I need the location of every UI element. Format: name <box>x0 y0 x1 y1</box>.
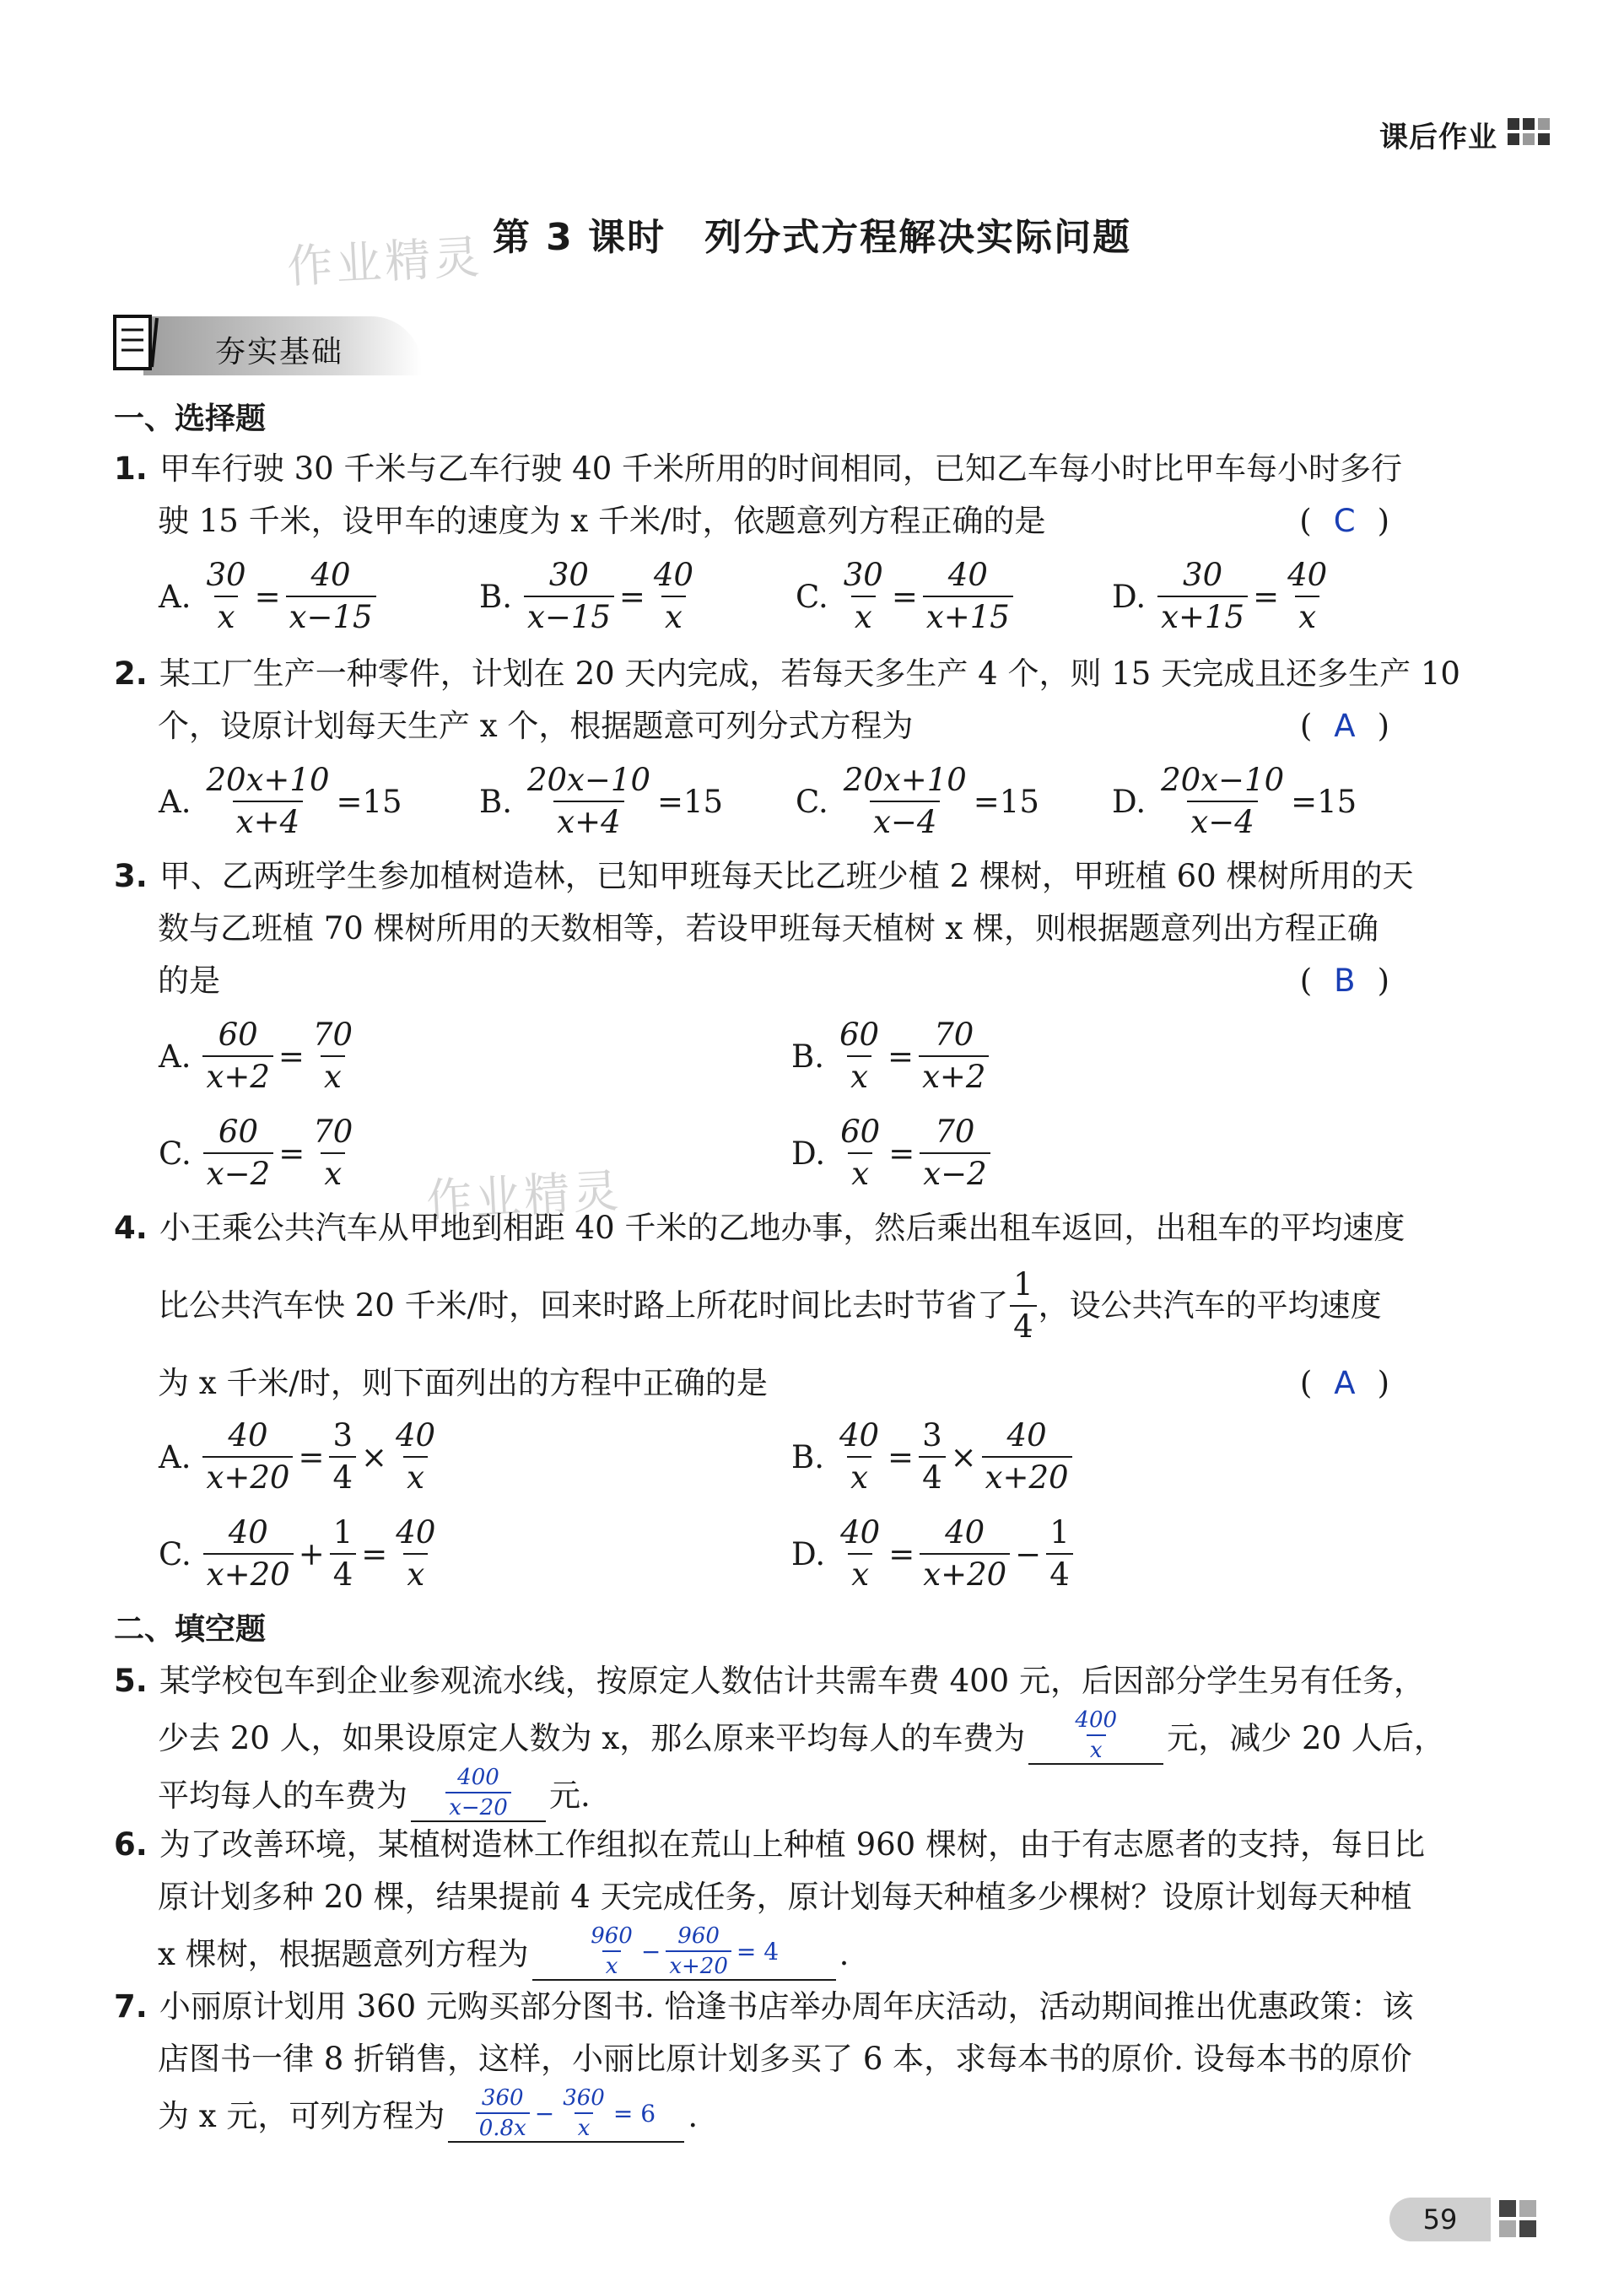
option-d: D. $\frac{60}{x}$ = $\frac{70}{x-2}$ <box>791 1114 992 1193</box>
question-text: 为了改善环境，某植树造林工作组拟在荒山上种植 960 棵树，由于有志愿者的支持，每日比 <box>159 1826 1425 1863</box>
question-text: 为 x 千米/时，则下面列出的方程中正确的是 <box>158 1365 768 1401</box>
answer-choice: B <box>1334 963 1356 999</box>
option-a: A. $\frac{40}{x+20}$ = $\frac{3}{4}$ × $\frac{40}{x}$ <box>159 1417 436 1496</box>
option-a: A. $\frac{30}{x}$ = $\frac{40}{x-15}$ <box>159 557 479 636</box>
option-c: C. $\frac{40}{x+20}$ + $\frac{1}{4}$ = $\frac{40}{x}$ <box>159 1514 436 1593</box>
option-d: D. $\frac{40}{x}$ = $\frac{40}{x+20}$ − $\frac{1}{4}$ <box>791 1514 1075 1594</box>
answer-blank: $\frac{960}{x}$ − $\frac{960}{x+20}$ = 4 <box>532 1923 836 1981</box>
question-text: 少去 20 人，如果设原定人数为 x，那么原来平均每人的车费为 <box>158 1720 1026 1756</box>
grid-icon <box>1499 2200 1540 2239</box>
section-heading-fill: 二、填空题 <box>114 1612 267 1647</box>
options-row <box>159 762 1508 841</box>
option-c: C. $\frac{60}{x-2}$ = $\frac{70}{x}$ <box>159 1114 353 1192</box>
question-number: 3. <box>114 858 148 894</box>
question-number: 4. <box>114 1210 148 1246</box>
option-b: B. $\frac{20x-10}{x+4}$ =15 <box>479 762 724 840</box>
options-row <box>159 1514 1508 1594</box>
question-text: 比公共汽车快 20 千米/时，回来时路上所花时间比去时节省了 <box>158 1287 1009 1324</box>
options-row <box>159 557 1508 636</box>
option-c: C. $\frac{20x+10}{x-4}$ =15 <box>796 762 1039 840</box>
answer-choice: C <box>1333 503 1356 539</box>
options-row <box>159 1417 1508 1497</box>
question-text: 店图书一律 8 折销售，这样，小丽比原计划多买了 6 本，求每本书的原价. 设每本书的原价 <box>158 2041 1412 2077</box>
section-heading-choice: 一、选择题 <box>114 402 267 436</box>
question-text: . <box>688 2098 699 2134</box>
banner-text: 夯实基础 <box>215 335 344 369</box>
question-text: 某工厂生产一种零件，计划在 20 天内完成，若每天多生产 4 个，则 15 天完成且还多生产 10 <box>159 655 1460 692</box>
question-text: 平均每人的车费为 <box>158 1777 407 1814</box>
options-row <box>159 1114 1508 1193</box>
question-5 <box>114 1655 1506 1822</box>
question-1 <box>114 443 1506 547</box>
option-c: C. $\frac{30}{x}$ = $\frac{40}{x+15}$ <box>796 557 1112 636</box>
question-text: 小王乘公共汽车从甲地到相距 40 千米的乙地办事，然后乘出租车返回，出租车的平均速度 <box>159 1210 1405 1246</box>
answer-choice: A <box>1334 1365 1356 1401</box>
question-text: 个，设原计划每天生产 x 个，根据题意可列分式方程为 <box>158 708 914 744</box>
header-label: 课后作业 <box>1379 121 1497 154</box>
page-title: 第 3 课时 列分式方程解决实际问题 <box>492 216 1132 259</box>
answer-bracket: ( B ) <box>1299 963 1389 999</box>
question-7 <box>114 1981 1506 2143</box>
option-d: D. $\frac{30}{x+15}$ = $\frac{40}{x}$ <box>1112 557 1328 635</box>
notebook-icon <box>110 311 162 377</box>
answer-blank: $\frac{400}{x-20}$ <box>411 1765 546 1822</box>
answer-bracket: ( C ) <box>1299 503 1389 539</box>
question-2 <box>114 648 1506 752</box>
question-text: 元. <box>549 1777 591 1814</box>
option-b: B. $\frac{40}{x}$ = $\frac{3}{4}$ × $\frac{40}{x+20}$ <box>791 1417 1074 1497</box>
question-number: 1. <box>114 450 148 487</box>
option-a: A. $\frac{60}{x+2}$ = $\frac{70}{x}$ <box>159 1017 353 1095</box>
question-number: 7. <box>114 1988 148 2025</box>
question-6 <box>114 1819 1506 1981</box>
page-number: 59 <box>1389 2198 1491 2241</box>
question-number: 6. <box>114 1826 148 1863</box>
grid-icon <box>1508 118 1548 148</box>
question-text: 驶 15 千米，设甲车的速度为 x 千米/时，依题意列方程正确的是 <box>158 503 1046 539</box>
option-d: D. $\frac{20x-10}{x-4}$ =15 <box>1112 762 1357 840</box>
question-text: . <box>839 1936 850 1972</box>
watermark: 作业精灵 <box>424 1163 623 1228</box>
answer-bracket: ( A ) <box>1299 1365 1389 1401</box>
question-number: 2. <box>114 655 148 692</box>
option-b: B. $\frac{30}{x-15}$ = $\frac{40}{x}$ <box>479 557 694 635</box>
option-a: A. $\frac{20x+10}{x+4}$ =15 <box>159 762 402 840</box>
question-text: 小丽原计划用 360 元购买部分图书. 恰逢书店举办周年庆活动，活动期间推出优惠政策：该 <box>159 1988 1414 2025</box>
answer-choice: A <box>1334 708 1356 744</box>
question-text: 某学校包车到企业参观流水线，按原定人数估计共需车费 400 元，后因部分学生另有任务， <box>159 1663 1425 1699</box>
option-b: B. $\frac{60}{x}$ = $\frac{70}{x+2}$ <box>791 1017 990 1096</box>
options-row <box>159 1017 1508 1096</box>
question-3 <box>114 850 1506 1007</box>
question-text: 元，减少 20 人后， <box>1167 1720 1445 1756</box>
question-text: 数与乙班植 70 棵树所用的天数相等，若设甲班每天植树 x 棵，则根据题意列出方程正确 <box>158 910 1379 947</box>
question-text: 为 x 元，可列方程为 <box>158 2098 445 2134</box>
answer-bracket: ( A ) <box>1299 708 1389 744</box>
section-banner <box>110 316 413 375</box>
question-text: ，设公共汽车的平均速度 <box>1038 1287 1382 1324</box>
watermark: 作业精灵 <box>285 229 484 294</box>
question-number: 5. <box>114 1663 148 1699</box>
question-text: x 棵树，根据题意列方程为 <box>158 1936 529 1972</box>
fraction: $\frac{1}{4}$ <box>1010 1266 1037 1346</box>
question-text: 甲车行驶 30 千米与乙车行驶 40 千米所用的时间相同，已知乙车每小时比甲车每小时多行 <box>159 450 1403 487</box>
answer-blank: $\frac{400}{x}$ <box>1028 1707 1163 1765</box>
question-text: 甲、乙两班学生参加植树造林，已知甲班每天比乙班少植 2 棵树，甲班植 60 棵树所用的天 <box>159 858 1414 894</box>
question-4 <box>114 1202 1506 1410</box>
question-text: 的是 <box>158 963 220 999</box>
answer-blank: $\frac{360}{0.8x}$ − $\frac{360}{x}$ = 6 <box>448 2085 684 2143</box>
question-text: 原计划多种 20 棵，结果提前 4 天完成任务，原计划每天种植多少棵树？设原计划每天种植 <box>158 1879 1412 1915</box>
